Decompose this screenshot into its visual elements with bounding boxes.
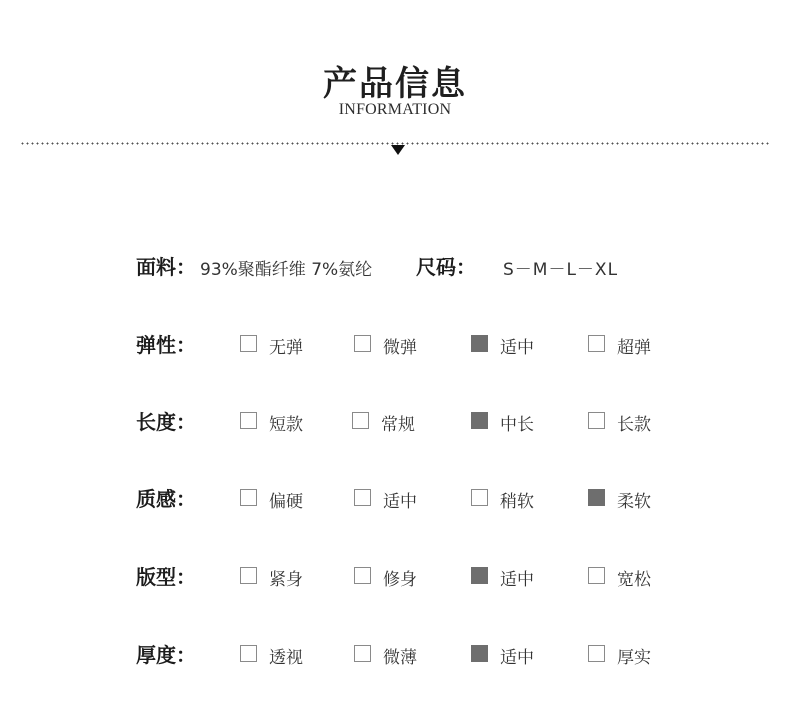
checkbox xyxy=(240,567,257,584)
option-item xyxy=(354,559,464,589)
option-item xyxy=(471,404,581,434)
checkbox xyxy=(240,335,257,352)
option-item xyxy=(240,481,350,511)
checkbox xyxy=(240,412,257,429)
option-item xyxy=(588,481,698,511)
option-item xyxy=(471,327,581,357)
option-item xyxy=(240,637,350,667)
option-label: 微薄 xyxy=(383,648,417,668)
checkbox xyxy=(354,567,371,584)
option-item xyxy=(588,559,698,589)
option-item xyxy=(354,637,464,667)
attribute-label: 质感： xyxy=(136,487,196,511)
checkbox xyxy=(354,645,371,662)
checkbox xyxy=(240,645,257,662)
option-item xyxy=(588,404,698,434)
option-label: 柔软 xyxy=(617,492,651,512)
option-label: 适中 xyxy=(383,492,417,512)
option-item xyxy=(471,481,581,511)
option-label: 透视 xyxy=(269,648,303,668)
attribute-label: 版型： xyxy=(136,565,196,589)
attribute-row-thickness xyxy=(136,637,696,667)
option-item xyxy=(354,327,464,357)
option-label: 微弹 xyxy=(383,338,417,358)
option-item xyxy=(240,559,350,589)
option-label: 适中 xyxy=(500,570,534,590)
checkbox xyxy=(471,412,488,429)
option-item xyxy=(352,404,462,434)
option-item xyxy=(240,327,350,357)
checkbox xyxy=(471,489,488,506)
attribute-row-texture xyxy=(136,481,696,511)
option-label: 修身 xyxy=(383,570,417,590)
size-value: S－M－L－XL xyxy=(503,260,619,280)
checkbox xyxy=(588,412,605,429)
checkbox xyxy=(354,335,371,352)
option-item xyxy=(588,637,698,667)
option-label: 紧身 xyxy=(269,570,303,590)
option-label: 短款 xyxy=(269,415,303,435)
down-triangle-icon xyxy=(391,145,405,155)
checkbox xyxy=(354,489,371,506)
size-label: 尺码： xyxy=(416,255,476,279)
option-item xyxy=(240,404,350,434)
option-label: 无弹 xyxy=(269,338,303,358)
option-item xyxy=(354,481,464,511)
checkbox xyxy=(588,335,605,352)
option-label: 宽松 xyxy=(617,570,651,590)
attribute-label: 弹性： xyxy=(136,333,196,357)
option-label: 常规 xyxy=(381,415,415,435)
checkbox xyxy=(588,645,605,662)
page-title: 产品信息 xyxy=(323,64,467,104)
option-label: 偏硬 xyxy=(269,492,303,512)
page-subtitle: INFORMATION xyxy=(338,101,452,118)
checkbox xyxy=(471,645,488,662)
option-label: 厚实 xyxy=(617,648,651,668)
option-item xyxy=(471,559,581,589)
option-label: 长款 xyxy=(617,415,651,435)
checkbox xyxy=(352,412,369,429)
attribute-row-fit xyxy=(136,559,696,589)
option-item xyxy=(588,327,698,357)
material-label: 面料： xyxy=(136,255,196,279)
option-label: 超弹 xyxy=(617,338,651,358)
attribute-row-elasticity xyxy=(136,327,696,357)
material-value: 93%聚酯纤维 7%氨纶 xyxy=(200,260,373,280)
checkbox xyxy=(471,335,488,352)
attribute-label: 长度： xyxy=(136,410,196,434)
option-item xyxy=(471,637,581,667)
material-size-row xyxy=(136,249,696,279)
option-label: 稍软 xyxy=(500,492,534,512)
checkbox xyxy=(240,489,257,506)
attribute-row-length xyxy=(136,404,696,434)
checkbox xyxy=(588,567,605,584)
checkbox xyxy=(471,567,488,584)
info-header xyxy=(0,0,790,170)
checkbox xyxy=(588,489,605,506)
option-label: 中长 xyxy=(500,415,534,435)
attribute-label: 厚度： xyxy=(136,643,196,667)
option-label: 适中 xyxy=(500,338,534,358)
option-label: 适中 xyxy=(500,648,534,668)
